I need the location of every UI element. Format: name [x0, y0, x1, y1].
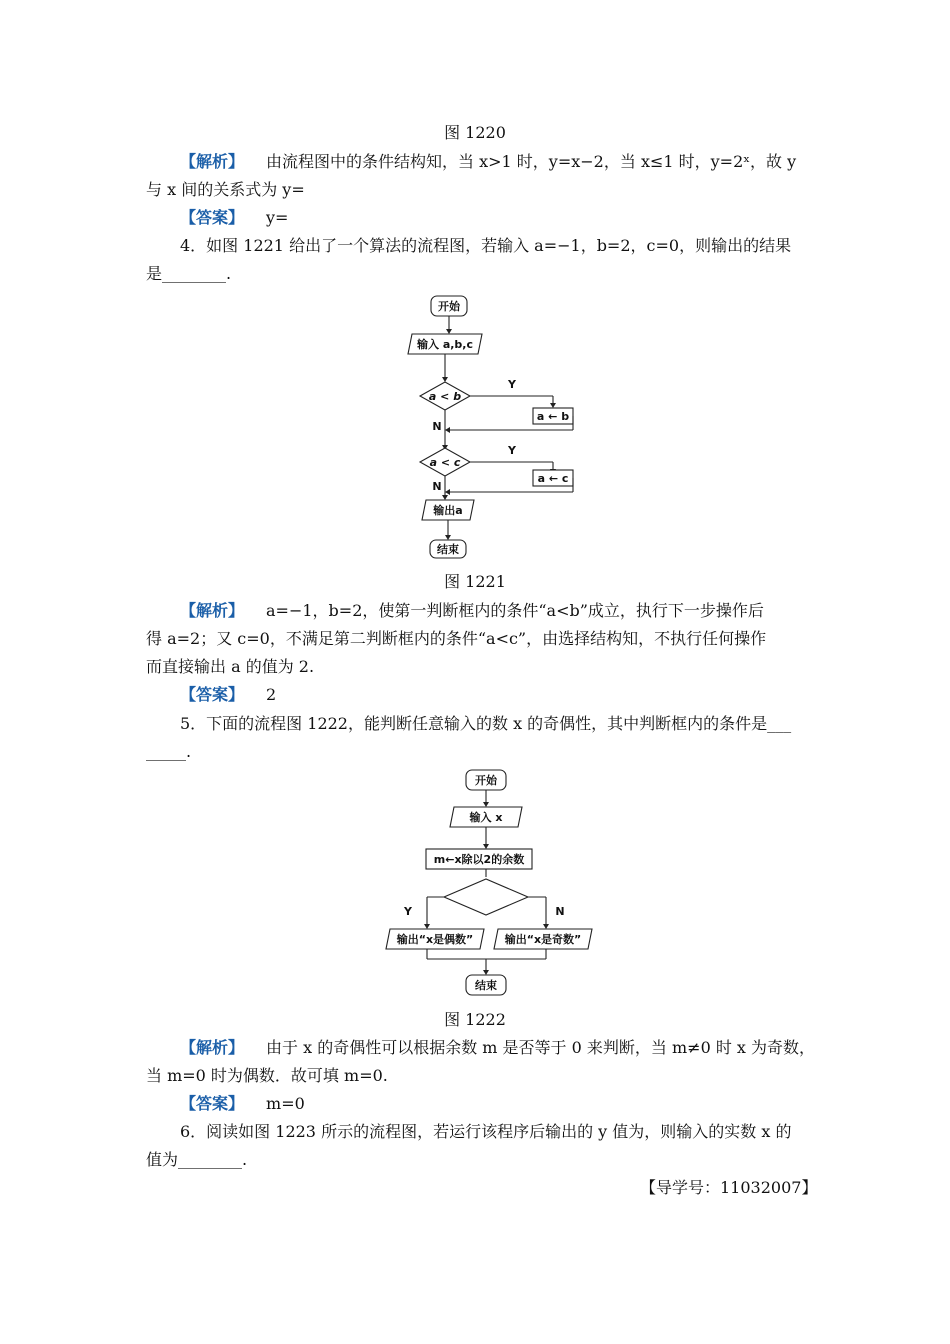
- solution-text-line: 当 m=0 时为偶数．故可填 m=0.: [146, 1066, 388, 1085]
- figure-caption-1222: 图 1222: [444, 1010, 506, 1029]
- flow-output-label: 输出a: [433, 504, 463, 517]
- answer-text: m=0: [266, 1094, 305, 1113]
- answer-text: 2: [266, 685, 277, 704]
- answer-tag: 【答案】: [180, 208, 245, 227]
- guide-number: 【导学号：11032007】: [640, 1178, 818, 1197]
- answer-tag: 【答案】: [180, 1094, 245, 1113]
- flowchart-1221: [400, 290, 590, 565]
- question-5-line2: _____.: [146, 742, 192, 761]
- solution-text: 由流程图中的条件结构知，当 x>1 时，y=x−2，当 x≤1 时，y=2ˣ，故 y: [266, 152, 797, 171]
- answer-2: [180, 685, 276, 705]
- flow-assign-1-label: a ← b: [536, 410, 570, 423]
- solution-tag: 【解析】: [180, 152, 245, 171]
- solution-text-line: 得 a=2；又 c=0，不满足第二判断框内的条件“a<c”，由选择结构知，不执行任何操作: [146, 629, 767, 648]
- answer-3: [180, 1094, 305, 1114]
- question-6-line2: 值为________.: [146, 1150, 248, 1169]
- answer-tag: 【答案】: [180, 685, 245, 704]
- flow-yes-label: Y: [508, 378, 516, 391]
- flow-output-odd-label: 输出“x是奇数”: [504, 933, 582, 946]
- flow-yes-label: Y: [508, 444, 516, 457]
- flow-no-label: N: [432, 420, 442, 433]
- flowchart-1222: [380, 765, 600, 1005]
- figure-caption-1221: 图 1221: [444, 572, 506, 591]
- answer-text: y=: [266, 208, 289, 227]
- flow-output-even-label: 输出“x是偶数”: [396, 933, 474, 946]
- solution-text: a=−1，b=2，使第一判断框内的条件“a<b”成立，执行下一步操作后: [266, 601, 764, 620]
- solution-tag: 【解析】: [180, 601, 245, 620]
- flow-input-label: 输入 x: [469, 811, 503, 824]
- flow-end-label: 结束: [437, 543, 459, 556]
- solution-text: 由于 x 的奇偶性可以根据余数 m 是否等于 0 来判断，当 m≠0 时 x 为奇数，: [266, 1038, 816, 1057]
- flow-start-label: 开始: [438, 300, 460, 313]
- flow-assign-2-label: a ← c: [537, 472, 569, 485]
- solution-text-line: 而直接输出 a 的值为 2.: [146, 657, 315, 676]
- flow-process-label: m←x除以2的余数: [433, 853, 525, 866]
- question-6: 6．阅读如图 1223 所示的流程图，若运行该程序后输出的 y 值为，则输入的实数 x 的: [180, 1122, 792, 1141]
- flow-condition-2-label: a < c: [429, 456, 461, 469]
- figure-caption-1220: 图 1220: [444, 123, 506, 142]
- flow-end-label: 结束: [475, 979, 497, 992]
- solution-paragraph-1: [180, 152, 796, 172]
- flow-start-label: 开始: [475, 774, 497, 787]
- flow-condition-1-label: a < b: [428, 390, 462, 403]
- question-5: 5．下面的流程图 1222，能判断任意输入的数 x 的奇偶性，其中判断框内的条件是___: [180, 714, 792, 733]
- solution-text-line: 与 x 间的关系式为 y=: [146, 180, 305, 199]
- question-4: 4．如图 1221 给出了一个算法的流程图，若输入 a=−1，b=2，c=0，则输出的结果: [180, 236, 792, 255]
- flow-yes-label: Y: [404, 905, 412, 918]
- flow-no-label: N: [432, 480, 442, 493]
- answer-1: [180, 208, 288, 228]
- flow-input-label: 输入 a,b,c: [416, 338, 474, 351]
- solution-paragraph-3: [180, 1038, 815, 1058]
- solution-tag: 【解析】: [180, 1038, 245, 1057]
- flow-condition: [444, 879, 528, 915]
- solution-paragraph-2: [180, 601, 764, 621]
- flow-no-label: N: [555, 905, 565, 918]
- question-4-line2: 是________.: [146, 264, 232, 283]
